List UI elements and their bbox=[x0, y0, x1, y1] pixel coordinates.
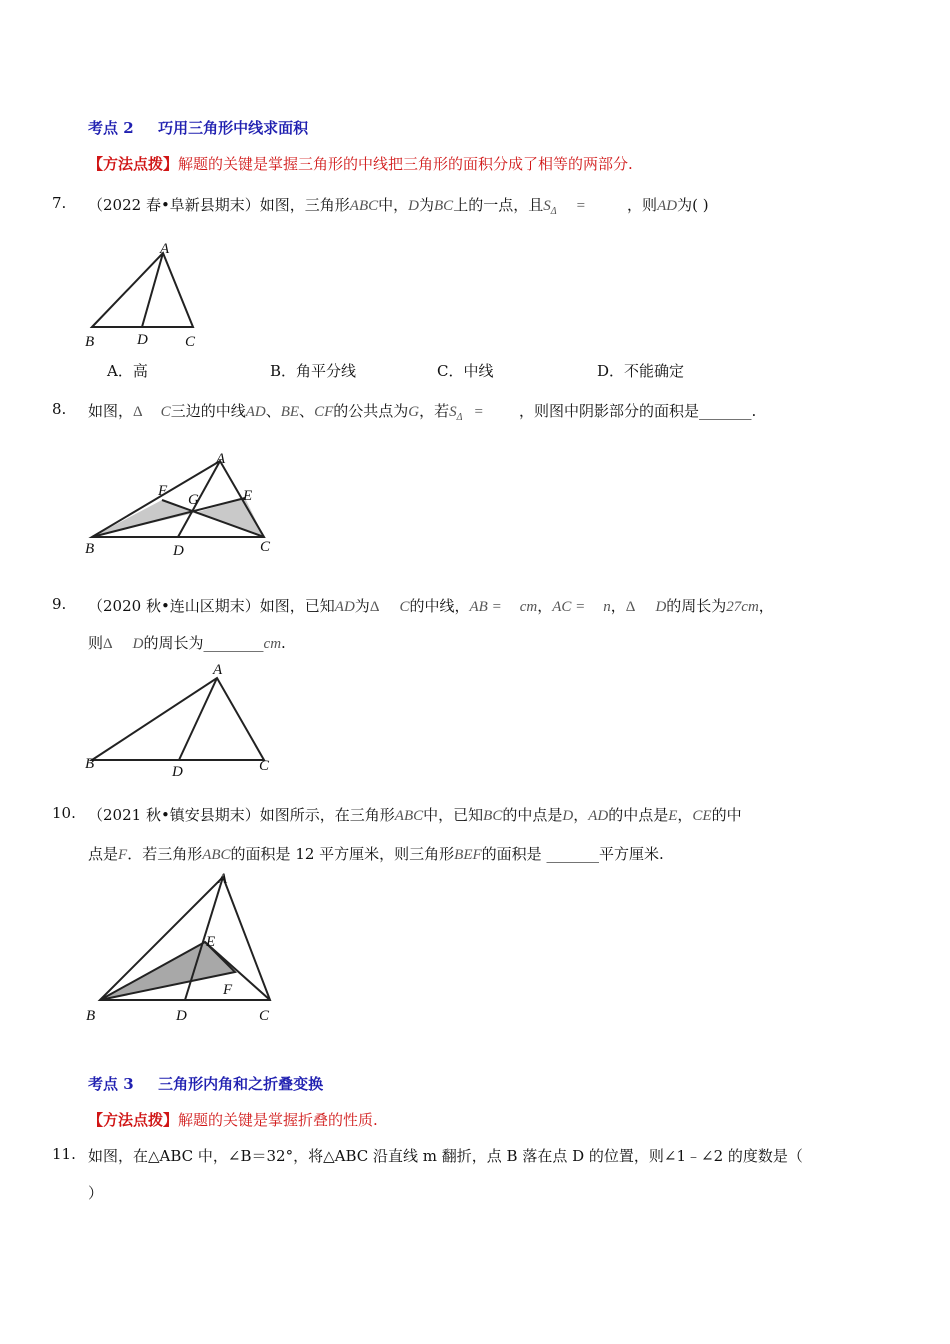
q8-sep1: 、 bbox=[265, 402, 281, 420]
math-cm: cm bbox=[519, 599, 538, 615]
math-s-sub: Δ bbox=[456, 412, 463, 423]
section-heading-3 bbox=[88, 1073, 323, 1094]
label-f: F bbox=[223, 982, 233, 998]
math-s: S bbox=[543, 198, 551, 214]
q10-source: （2021 秋•镇安县期末）如图所示，在三角形 bbox=[88, 806, 395, 824]
math-abc: ABC bbox=[349, 198, 379, 214]
figure-q9 bbox=[82, 660, 282, 780]
math-triangle: Δ bbox=[103, 636, 113, 652]
label-b: B bbox=[85, 756, 95, 772]
q9-line2-b: 的周长为________ bbox=[143, 634, 264, 652]
math-cm: cm bbox=[263, 636, 282, 652]
question-7-text bbox=[88, 194, 709, 217]
q7-t4: ，则 bbox=[627, 196, 658, 214]
q9-line2-c: . bbox=[281, 634, 286, 652]
option-c[interactable]: C．中线 bbox=[437, 362, 494, 380]
label-b: B bbox=[86, 1008, 96, 1024]
label-f: F bbox=[158, 483, 168, 499]
label-d: D bbox=[173, 543, 184, 559]
label-d: D bbox=[137, 332, 148, 348]
q10-t5: ， bbox=[677, 806, 693, 824]
q8-t2: 的公共点为 bbox=[333, 402, 409, 420]
math-ad: AD bbox=[588, 808, 609, 824]
q7-t3: 上的一点，且 bbox=[453, 196, 544, 214]
q7-t5: 为 bbox=[677, 196, 693, 214]
math-c: C bbox=[160, 404, 171, 420]
triangle-abc bbox=[92, 253, 193, 327]
math-abc: ABC bbox=[202, 847, 231, 863]
math-bc: BC bbox=[483, 808, 503, 824]
math-s-sub: Δ bbox=[550, 206, 557, 217]
tip-text: 解题的关键是掌握折叠的性质. bbox=[178, 1111, 378, 1129]
section-heading-2 bbox=[88, 117, 308, 138]
math-triangle: Δ bbox=[625, 599, 636, 615]
math-ad: AD bbox=[334, 599, 355, 615]
q9-t4: ， bbox=[758, 597, 774, 615]
math-e: E bbox=[668, 808, 678, 824]
label-d: D bbox=[172, 764, 183, 780]
math-eq: = bbox=[474, 404, 483, 420]
label-c: C bbox=[259, 1008, 270, 1024]
triangle-abc bbox=[92, 678, 264, 760]
q8-t3: ，若 bbox=[419, 402, 450, 420]
q9-sep2: ， bbox=[610, 597, 626, 615]
tip-tag: 【方法点拨】 bbox=[88, 1111, 179, 1129]
math-d: D bbox=[408, 198, 419, 214]
math-n: n bbox=[603, 599, 611, 615]
label-e: E bbox=[243, 488, 253, 504]
math-abc: ABC bbox=[394, 808, 424, 824]
math-bef: BEF bbox=[454, 847, 482, 863]
math-be: BE bbox=[280, 404, 300, 420]
label-c: C bbox=[260, 539, 271, 555]
q9-t3: 的周长为 bbox=[666, 597, 727, 615]
figure-q8 bbox=[82, 448, 282, 560]
math-d: D bbox=[562, 808, 574, 824]
figure-q10 bbox=[82, 866, 292, 1028]
label-b: B bbox=[85, 334, 95, 350]
question-10-line2 bbox=[88, 843, 664, 864]
math-eq: = bbox=[576, 198, 586, 214]
label-e: E bbox=[206, 934, 216, 950]
section-label: 考点 2 bbox=[88, 119, 134, 137]
math-ab: AB = bbox=[469, 599, 502, 615]
math-bc: BC bbox=[434, 198, 454, 214]
label-a: A bbox=[218, 871, 228, 887]
question-9-line1 bbox=[88, 595, 774, 616]
q8-t1: 三边的中线 bbox=[170, 402, 246, 420]
q7-t2: 为 bbox=[419, 196, 435, 214]
q7-source: （2022 春•阜新县期末）如图，三角形 bbox=[88, 196, 350, 214]
q9-source: （2020 秋•连山区期末）如图，已知 bbox=[88, 597, 335, 615]
question-number-9: 9. bbox=[52, 595, 67, 613]
q10-line2-c: 的面积是 12 平方厘米，则三角形 bbox=[230, 845, 455, 863]
math-d: D bbox=[655, 599, 667, 615]
q8-t0: 如图， bbox=[88, 402, 134, 420]
question-11-line2: ） bbox=[88, 1184, 104, 1202]
option-d[interactable]: D．不能确定 bbox=[597, 362, 685, 380]
math-f: F bbox=[118, 847, 128, 863]
label-d: D bbox=[176, 1008, 187, 1024]
label-b: B bbox=[85, 541, 95, 557]
math-c: C bbox=[399, 599, 410, 615]
option-b[interactable]: B．角平分线 bbox=[270, 362, 357, 380]
question-11-text: 如图，在△ABC 中，∠B＝32°，将△ABC 沿直线 m 翻折，点 B 落在点 D 的位置，则∠1﹣∠2 的度数是（ bbox=[88, 1147, 803, 1165]
q10-line2-a: 点是 bbox=[88, 845, 119, 863]
section-title: 三角形内角和之折叠变换 bbox=[158, 1075, 324, 1093]
q10-t2: 的中点是 bbox=[502, 806, 563, 824]
q9-t2: 的中线， bbox=[409, 597, 470, 615]
math-ac: AC = bbox=[552, 599, 586, 615]
question-number-8: 8. bbox=[52, 400, 67, 418]
math-ad: AD bbox=[657, 198, 678, 214]
label-c: C bbox=[259, 758, 270, 774]
label-a: A bbox=[213, 662, 223, 678]
question-number-10: 10. bbox=[52, 804, 76, 822]
answer-paren: ( ) bbox=[692, 196, 709, 214]
question-10-line1 bbox=[88, 804, 742, 825]
figure-q7 bbox=[82, 240, 212, 352]
math-s: S bbox=[449, 404, 457, 420]
label-g: G bbox=[188, 492, 199, 508]
option-a[interactable]: A．高 bbox=[107, 362, 148, 380]
q10-line2-d: 的面积是 _______平方厘米. bbox=[481, 845, 664, 863]
section-title: 巧用三角形中线求面积 bbox=[158, 119, 309, 137]
q10-t1: 中，已知 bbox=[423, 806, 484, 824]
math-triangle: Δ bbox=[369, 599, 380, 615]
q7-t1: 中， bbox=[378, 196, 409, 214]
q8-t4: ，则图中阴影部分的面积是_______. bbox=[518, 402, 757, 420]
q10-t3: ， bbox=[573, 806, 589, 824]
math-d: D bbox=[132, 636, 144, 652]
q9-line2-a: 则 bbox=[88, 634, 104, 652]
tip-tag: 【方法点拨】 bbox=[88, 155, 179, 173]
section-label: 考点 3 bbox=[88, 1075, 134, 1093]
math-g: G bbox=[408, 404, 420, 420]
label-c: C bbox=[185, 334, 196, 350]
math-ad: AD bbox=[245, 404, 266, 420]
q10-t6: 的中 bbox=[711, 806, 742, 824]
method-tip-2 bbox=[88, 153, 633, 174]
q9-sep: ， bbox=[537, 597, 553, 615]
method-tip-3 bbox=[88, 1109, 378, 1130]
label-a: A bbox=[160, 241, 170, 257]
q9-t1: 为 bbox=[354, 597, 370, 615]
q10-line2-b: ．若三角形 bbox=[127, 845, 203, 863]
math-27cm: 27cm bbox=[726, 599, 759, 615]
math-ce: CE bbox=[692, 808, 712, 824]
question-9-line2 bbox=[88, 632, 286, 653]
q8-sep2: 、 bbox=[299, 402, 315, 420]
q10-t4: 的中点是 bbox=[608, 806, 669, 824]
tip-text: 解题的关键是掌握三角形的中线把三角形的面积分成了相等的两部分. bbox=[178, 155, 633, 173]
label-a: A bbox=[216, 451, 226, 467]
math-cf: CF bbox=[314, 404, 334, 420]
math-triangle: Δ bbox=[133, 404, 143, 420]
question-number-11: 11. bbox=[52, 1145, 76, 1163]
question-8-text bbox=[88, 400, 756, 423]
question-number-7: 7. bbox=[52, 194, 67, 212]
